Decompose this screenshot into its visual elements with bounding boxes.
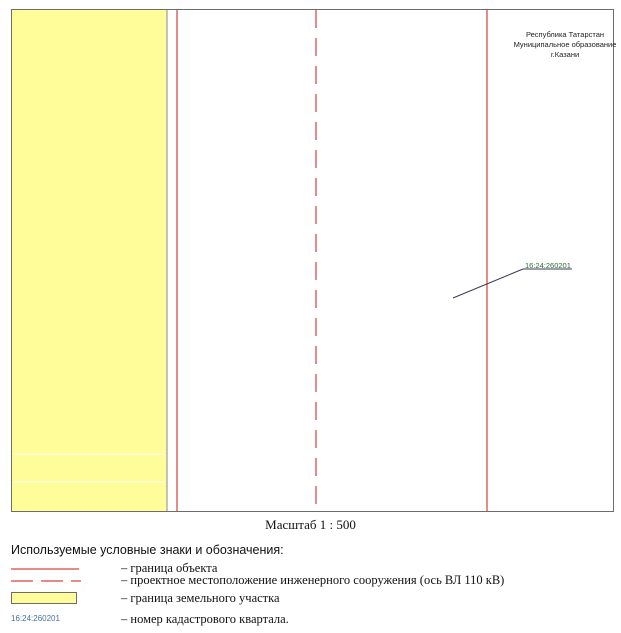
kadastr-number-label: 16:24:260201 bbox=[525, 261, 571, 270]
dashed-line-symbol bbox=[11, 580, 81, 582]
scale-label: Масштаб 1 : 500 bbox=[265, 517, 356, 532]
legend-item-engineering-structure bbox=[11, 573, 611, 589]
yellow-fill-symbol bbox=[11, 592, 77, 604]
legend-item-land-plot bbox=[11, 591, 611, 607]
region-caption bbox=[490, 30, 621, 60]
legend-text: – проектное местоположение инженерного сооружения (ось ВЛ 110 кВ) bbox=[121, 573, 505, 587]
kadastr-code-symbol: 16:24:260201 bbox=[11, 614, 60, 623]
region-line: г.Казани bbox=[550, 50, 580, 59]
legend-text: – номер кадастрового квартала. bbox=[121, 612, 289, 626]
legend-title: Используемые условные знаки и обозначения: bbox=[11, 543, 284, 557]
legend-symbol bbox=[11, 573, 81, 589]
land-plot-area bbox=[12, 10, 167, 511]
legend-symbol bbox=[11, 612, 81, 628]
region-line: Муниципальное образование bbox=[513, 40, 617, 49]
region-line: Республика Татарстан bbox=[525, 30, 605, 39]
solid-line-symbol bbox=[11, 568, 79, 570]
legend-symbol bbox=[11, 591, 81, 607]
legend-text: – граница земельного участка bbox=[121, 591, 280, 605]
legend-text: – граница объекта bbox=[121, 561, 218, 575]
legend-item-kadastr-quarter bbox=[11, 612, 611, 628]
map-frame bbox=[11, 9, 617, 512]
